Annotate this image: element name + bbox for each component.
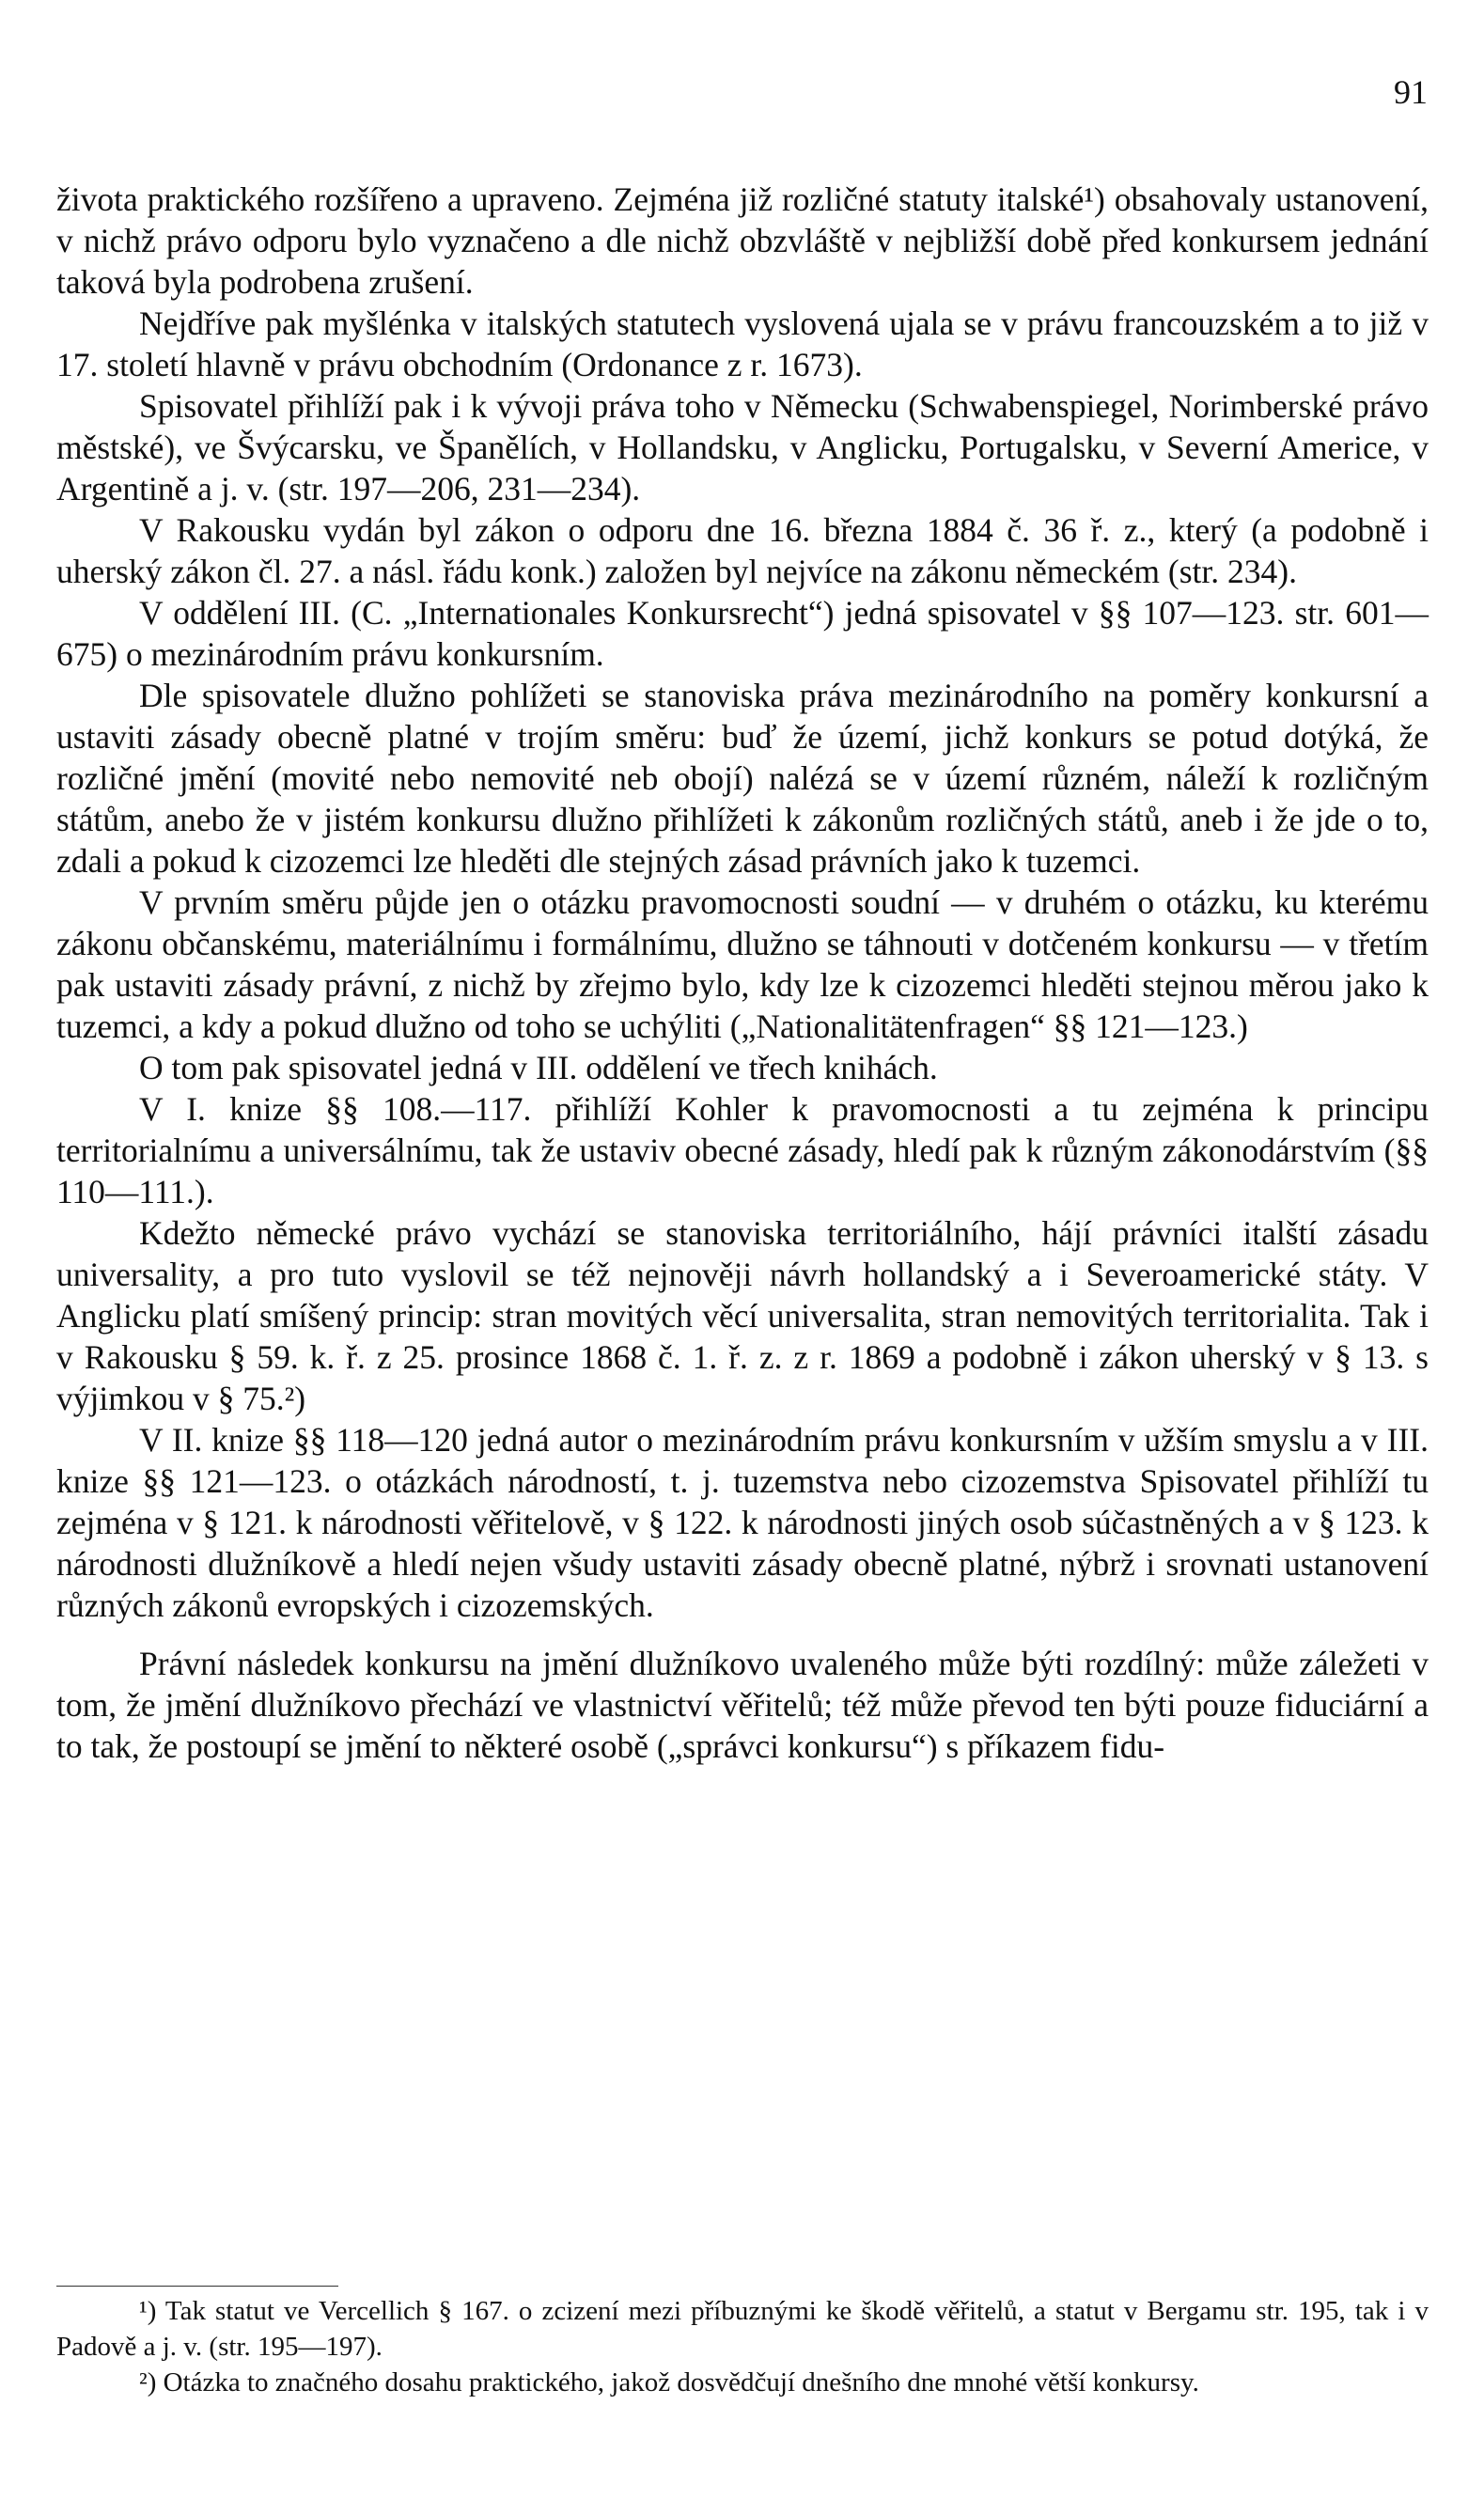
footnote: ¹) Tak statut ve Vercellich § 167. o zcizení mezi příbuznými ke škodě věřitelů, a statut v Bergamu str. 195, tak i v Padově a j. v. (str. 195—197). <box>56 2296 1429 2362</box>
page-number: 91 <box>1394 73 1428 111</box>
footnote-divider <box>56 2286 338 2287</box>
paragraph: Právní následek konkursu na jmění dlužníkovo uvaleného může býti rozdílný: může záležeti v tom, že jmění dlužníkovo přechází ve vlastnictví věřitelů; též může převod ten býti pouze fiduciární a to tak, že postoupí se jmění to některé osobě („správci konkursu“) s příkazem fidu- <box>56 1645 1429 1765</box>
paragraph: Spisovatel přihlíží pak i k vývoji práva toho v Německu (Schwabenspiegel, Norimberské právo městské), ve Švýcarsku, ve Španělích, v Hollandsku, v Anglicku, Portugalsku, v Severní Americe, v Argentině a j. v. (str. 197—206, 231—234). <box>56 387 1429 507</box>
paragraph: Nejdříve pak myšlénka v italských statutech vyslovená ujala se v právu francouzském a to již v 17. století hlavně v právu obchodním (Ordonance z r. 1673). <box>56 304 1429 383</box>
paragraph: O tom pak spisovatel jedná v III. oddělení ve třech knihách. <box>139 1049 938 1086</box>
paragraph: V Rakousku vydán byl zákon o odporu dne 16. března 1884 č. 36 ř. z., který (a podobně i uherský zákon čl. 27. a násl. řádu konk.) založen byl nejvíce na zákonu německém (str. 234). <box>56 511 1429 590</box>
paragraph: Dle spisovatele dlužno pohlížeti se stanoviska práva mezinárodního na poměry konkursní a ustaviti zásady obecně platné v trojím směru: buď že území, jichž konkurs se potud dotýká, že rozličné jmění (movité nebo nemovité neb obojí) nalézá se v území různém, náleží k rozličným státům, anebo že v jistém konkursu dlužno přihlížeti k zákonům rozličných států, aneb i že jde o to, zdali a pokud k cizozemci lze hleděti dle stejných zásad právních jako k tuzemci. <box>56 677 1429 880</box>
paragraph: V prvním směru půjde jen o otázku pravomocnosti soudní — v druhém o otázku, ku kterému zákonu občanskému, materiálnímu i formálnímu, dlužno se táhnouti v dotčeném konkursu — v třetím pak ustaviti zásady právní, z nichž by zřejmo bylo, kdy lze k cizozemci hleděti stejnou měrou jako k tuzemci, a kdy a pokud dlužno od toho se uchýliti („Nationalitätenfragen“ §§ 121—123.) <box>56 883 1429 1045</box>
paragraph: V oddělení III. (C. „Internationales Konkursrecht“) jedná spisovatel v §§ 107—123. str. 601—675) o mezinárodním právu konkursním. <box>56 594 1429 673</box>
main-text <box>56 179 1429 1767</box>
paragraph: V I. knize §§ 108.—117. přihlíží Kohler k pravomocnosti a tu zejména k principu territorialnímu a universálnímu, tak že ustaviv obecné zásady, hledí pak k různým zákonodárstvím (§§ 110—111.). <box>56 1090 1429 1210</box>
footnotes <box>56 2293 1429 2400</box>
paragraph: Kdežto německé právo vychází se stanoviska territoriálního, hájí právníci italští zásadu universality, a pro tuto vyslovil se též nejnověji návrh hollandský a i Severoamerické státy. V Anglicku platí smíšený princip: stran movitých věcí universalita, stran nemovitých territorialita. Tak i v Rakousku § 59. k. ř. z 25. prosince 1868 č. 1. ř. z. z r. 1869 a podobně i zákon uherský v § 13. s výjimkou v § 75.²) <box>56 1214 1429 1417</box>
paragraph: V II. knize §§ 118—120 jedná autor o mezinárodním právu konkursním v užším smyslu a v III. knize §§ 121—123. o otázkách národností, t. j. tuzemstva nebo cizozemstva Spisovatel přihlíží tu zejména v § 121. k národnosti věřitelově, v § 122. k národnosti jiných osob súčastněných a v § 123. k národnosti dlužníkově a hledí nejen všudy ustaviti zásady obecně platné, nýbrž i srovnati ustanovení různých zákonů evropských i cizozemských. <box>56 1421 1429 1624</box>
footnote: ²) Otázka to značného dosahu praktického, jakož dosvědčují dnešního dne mnohé větší konkursy. <box>139 2367 1199 2397</box>
paragraph: života praktického rozšířeno a upraveno. Zejména již rozličné statuty italské¹) obsahovaly ustanovení, v nichž právo odporu bylo vyznačeno a dle nichž obzvláště v nejbližší době před konkursem jednání taková byla podrobena zrušení. <box>56 180 1429 301</box>
